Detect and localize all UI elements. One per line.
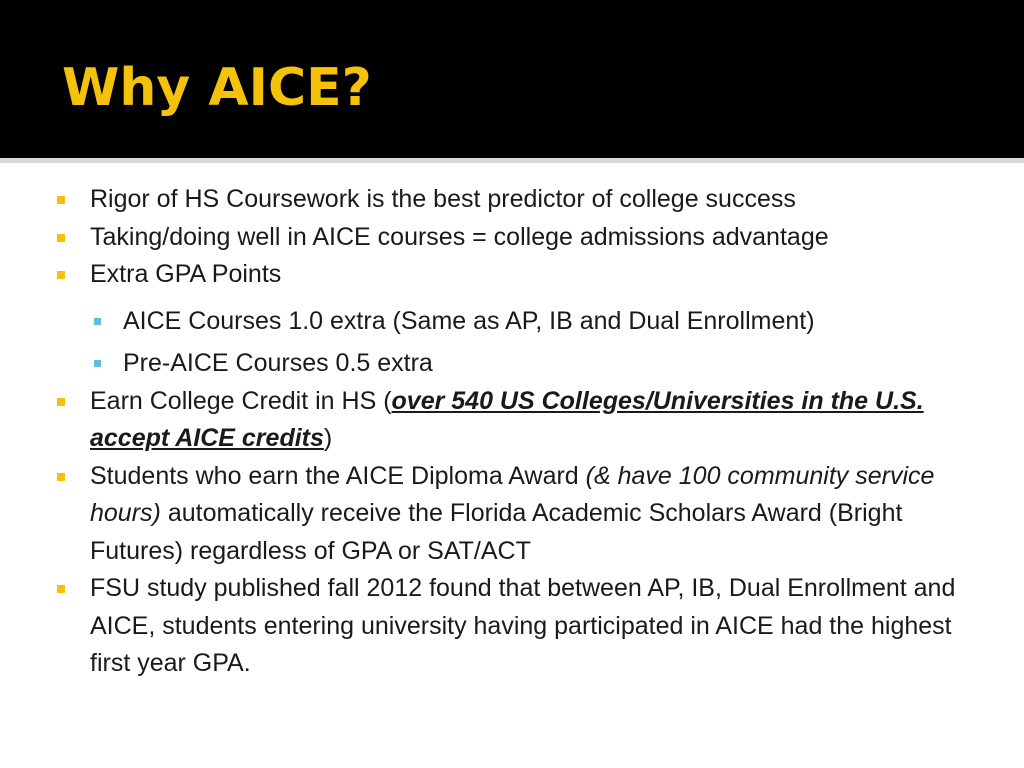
square-sub-bullet-icon [94, 318, 101, 325]
bullet-text: Taking/doing well in AICE courses = college admissions advantage [90, 222, 829, 251]
square-sub-bullet-icon [94, 360, 101, 367]
sub-bullet-text: AICE Courses 1.0 extra (Same as AP, IB and Dual Enrollment) [123, 306, 815, 335]
community-service-note: (& have 100 community service hours) [90, 461, 935, 527]
title-bar [0, 0, 1024, 158]
bullet-item [0, 458, 1024, 571]
bullet-text-prefix: Earn College Credit in HS ( [90, 386, 392, 415]
bullet-item [0, 219, 1024, 257]
college-credit-emphasis: over 540 US Colleges/Universities in the U.S. accept AICE credits [90, 386, 924, 452]
square-bullet-icon [57, 398, 65, 406]
bullet-text: Rigor of HS Coursework is the best predictor of college success [90, 185, 796, 213]
sub-bullet-item [0, 303, 1024, 341]
square-bullet-icon [57, 234, 65, 242]
sub-bullet-text: Pre-AICE Courses 0.5 extra [123, 349, 433, 377]
square-bullet-icon [57, 585, 65, 593]
bullet-text-suffix: automatically receive the Florida Academic Scholars Award (Bright Futures) regardless of GPA or SAT/ACT [90, 499, 903, 565]
bullet-item [0, 383, 1024, 458]
bullet-text-suffix: ) [323, 424, 333, 452]
square-bullet-icon [57, 473, 65, 481]
bullet-text-prefix: Students who earn the AICE Diploma Award [90, 461, 586, 490]
square-bullet-icon [57, 196, 65, 204]
bullet-text: FSU study published fall 2012 found that between AP, IB, Dual Enrollment and AICE, students entering university having participated in AICE had the highest first year GPA. [90, 574, 956, 677]
slide-title: Why AICE? [62, 58, 372, 118]
bullet-list [0, 181, 1024, 683]
square-bullet-icon [57, 271, 65, 279]
bullet-text: Extra GPA Points [90, 260, 282, 288]
bullet-item [0, 256, 1024, 294]
bullet-item [0, 181, 1024, 219]
slide-body [0, 163, 1024, 768]
sub-bullet-item [0, 345, 1024, 383]
bullet-item [0, 570, 1024, 683]
